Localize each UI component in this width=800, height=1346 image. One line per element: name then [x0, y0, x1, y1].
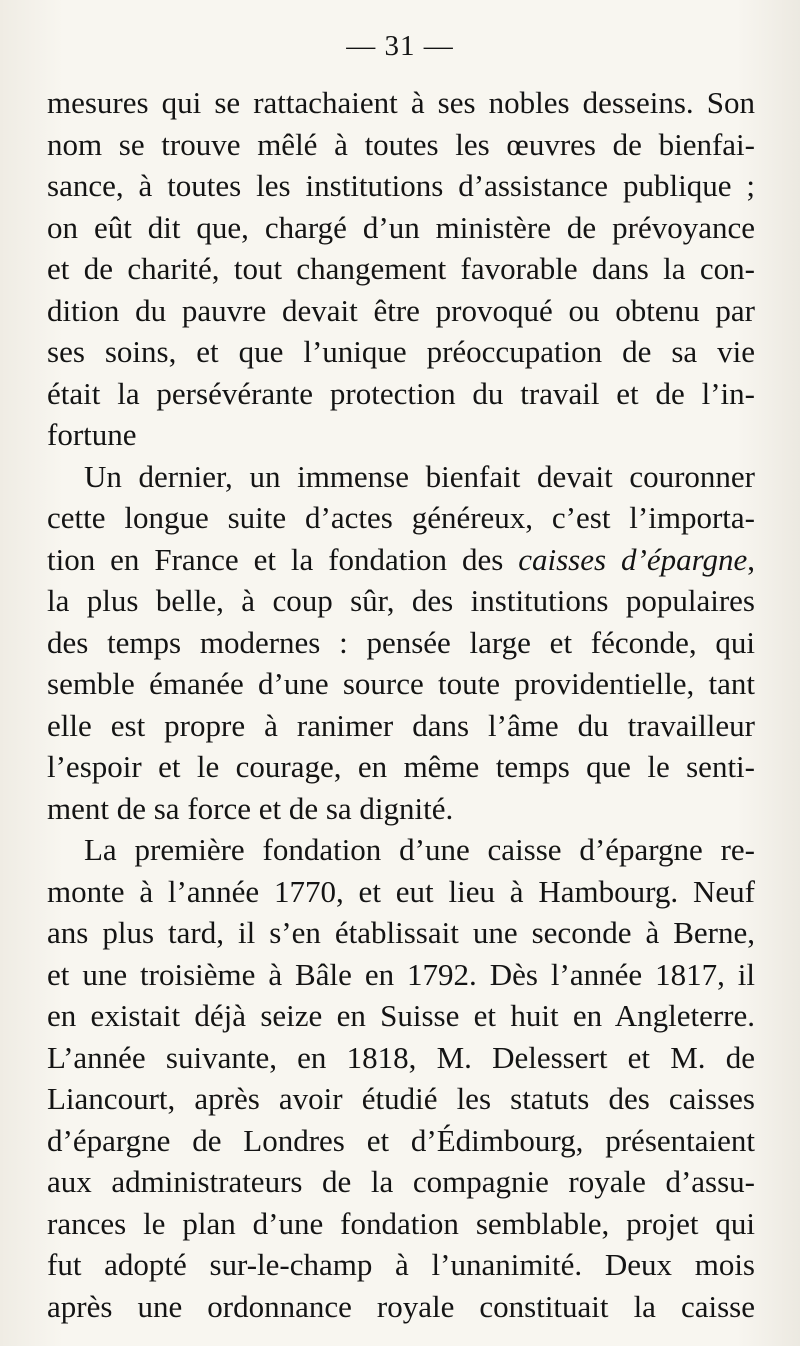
text-line	[47, 539, 755, 581]
text-line	[47, 456, 755, 498]
text-line-content: des temps modernes : pensée large et féconde, qui	[47, 624, 755, 660]
text-line-content: après une ordonnance royale constituait la caisse	[47, 1288, 755, 1324]
text-line-content: elle est propre à ranimer dans l’âme du travailleur	[47, 707, 755, 743]
text-line-content: ment de sa force et de sa dignité.	[47, 790, 454, 826]
text-line	[47, 497, 755, 539]
page-number: — 31 —	[346, 30, 454, 62]
text-line-content: La première fondation d’une caisse d’épargne re-	[84, 832, 755, 867]
trailing-punctuation: ,	[747, 541, 755, 577]
text-line	[47, 290, 755, 332]
text-line	[47, 871, 755, 913]
text-line-content: d’épargne de Londres et d’Édimbourg, présentaient	[47, 1122, 755, 1158]
text-line-content: la plus belle, à coup sûr, des institutions populaires	[47, 583, 755, 618]
text-line-content: fut adopté sur-le-champ à l’unanimité. Deux mois	[47, 1247, 755, 1282]
text-line	[47, 1286, 755, 1328]
text-line-content: Liancourt, après avoir étudié les statuts des caisses	[47, 1081, 755, 1116]
text-line-content: rances le plan d’une fondation semblable, projet qui	[47, 1205, 755, 1241]
text-line	[47, 705, 755, 747]
text-line-content: aux administrateurs de la compagnie royale d’assu-	[47, 1164, 755, 1199]
text-line	[47, 331, 755, 373]
text-line	[47, 995, 755, 1037]
text-line-content: en existait déjà seize en Suisse et huit en Angleterre.	[47, 998, 755, 1033]
text-line	[47, 788, 755, 830]
text-line	[47, 414, 755, 456]
text-line-content: semble émanée d’une source toute providentielle, tant	[47, 666, 755, 701]
text-line	[47, 124, 755, 166]
text-line	[47, 1244, 755, 1286]
body-text	[47, 82, 755, 1327]
text-line	[47, 622, 755, 664]
text-line-content: l’espoir et le courage, en même temps que le senti-	[47, 749, 755, 784]
text-line	[47, 82, 755, 124]
text-line	[47, 746, 755, 788]
text-line	[47, 1037, 755, 1079]
text-line-content: on eût dit que, chargé d’un ministère de prévoyance	[47, 209, 755, 245]
text-line	[47, 165, 755, 207]
text-line-content: nom se trouve mêlé à toutes les œuvres de bienfai-	[47, 126, 755, 162]
text-line	[47, 1203, 755, 1245]
text-line	[47, 663, 755, 705]
text-line	[47, 954, 755, 996]
text-line-content: L’année suivante, en 1818, M. Delessert et M. de	[47, 1039, 755, 1075]
text-line	[47, 580, 755, 622]
text-line-content: tion en France et la fondation des	[47, 541, 519, 577]
text-line	[47, 1161, 755, 1203]
text-line	[47, 1078, 755, 1120]
text-line-content: mesures qui se rattachaient à ses nobles desseins. Son	[47, 85, 755, 120]
text-line	[47, 248, 755, 290]
text-line-content: fortune	[47, 417, 137, 452]
text-line	[47, 373, 755, 415]
text-line-content: et une troisième à Bâle en 1792. Dès l’année 1817, il	[47, 956, 755, 992]
text-line	[47, 829, 755, 871]
text-line	[47, 1120, 755, 1162]
text-line	[47, 912, 755, 954]
text-line-content: ans plus tard, il s’en établissait une seconde à Berne,	[47, 915, 755, 950]
text-line-content: ses soins, et que l’unique préoccupation de sa vie	[47, 334, 755, 369]
italic-phrase: caisses d’épargne	[518, 541, 748, 577]
text-line-content: cette longue suite d’actes généreux, c’est l’importa-	[47, 500, 755, 535]
text-line-content: était la persévérante protection du travail et de l’in-	[47, 375, 755, 411]
text-line-content: Un dernier, un immense bienfait devait couronner	[84, 458, 755, 494]
text-line-content: monte à l’année 1770, et eut lieu à Hambourg. Neuf	[47, 873, 755, 909]
text-line	[47, 207, 755, 249]
text-line-content: sance, à toutes les institutions d’assistance publique ;	[47, 168, 755, 203]
text-line-content: dition du pauvre devait être provoqué ou obtenu par	[47, 292, 755, 328]
text-line-content: et de charité, tout changement favorable dans la con-	[47, 251, 755, 286]
